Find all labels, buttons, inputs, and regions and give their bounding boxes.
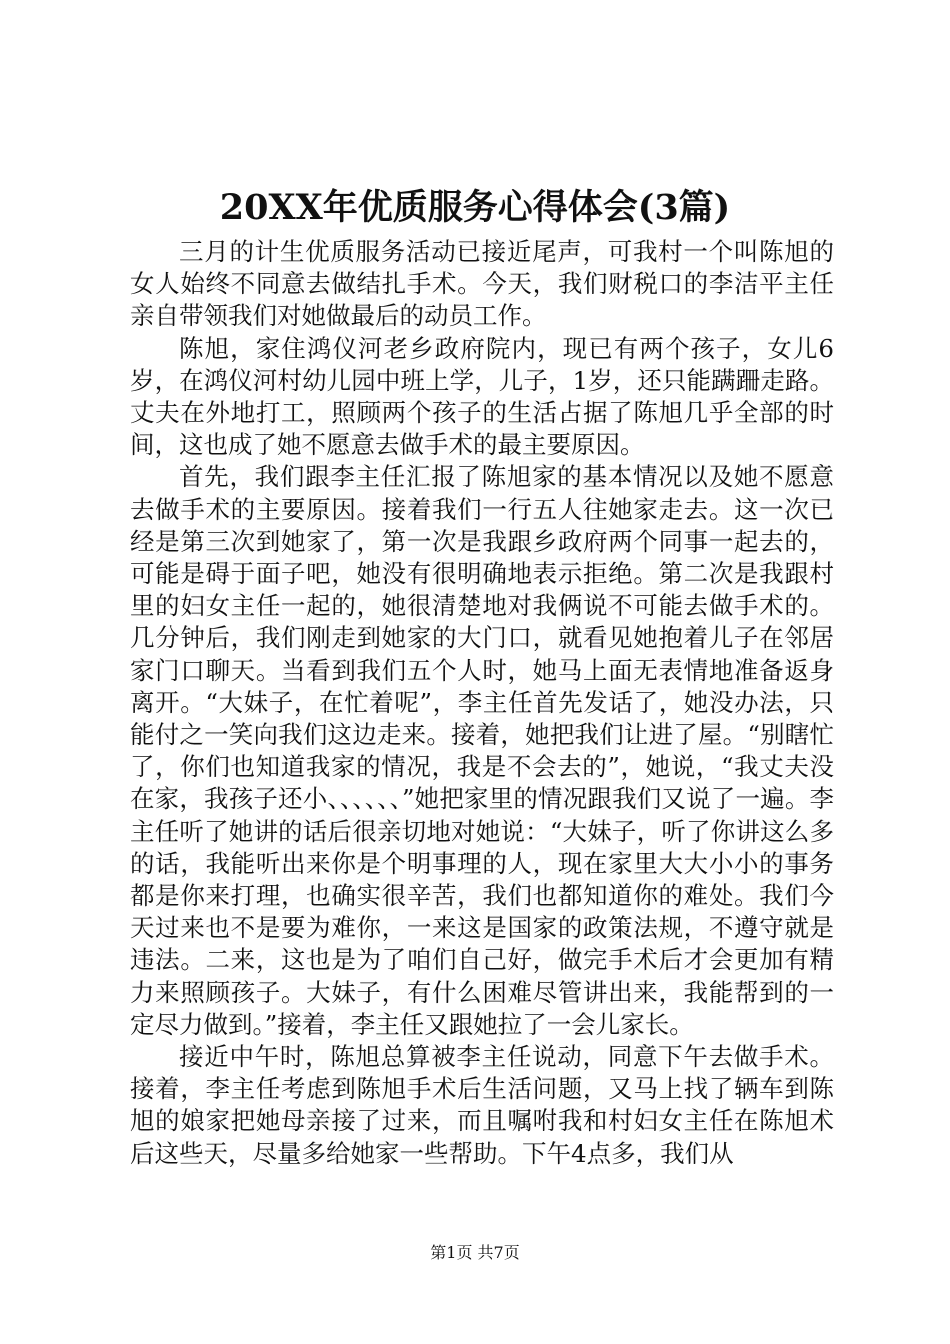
- document-title: 20XX年优质服务心得体会(3篇): [219, 187, 731, 228]
- paragraph: 三月的计生优质服务活动已接近尾声，可我村一个叫陈旭的女人始终不同意去做结扎手术。今天，我们财税口的李洁平主任亲自带领我们对她做最后的动员工作。: [130, 237, 834, 331]
- paragraph: 接近中午时，陈旭总算被李主任说动，同意下午去做手术。接着，李主任考虑到陈旭手术后生活问题，又马上找了辆车到陈旭的娘家把她母亲接了过来，而且嘱咐我和村妇女主任在陈旭术后这些天，尽量多给她家一些帮助。下午4点多，我们从: [130, 1042, 834, 1168]
- paragraph: 首先，我们跟李主任汇报了陈旭家的基本情况以及她不愿意去做手术的主要原因。接着我们一行五人往她家走去。这一次已经是第三次到她家了，第一次是我跟乡政府两个同事一起去的，可能是碍于面子吧，她没有很明确地表示拒绝。第二次是我跟村里的妇女主任一起的，她很清楚地对我俩说不可能去做手术的。几分钟后，我们刚走到她家的大门口，就看见她抱着儿子在邻居家门口聊天。当看到我们五个人时，她马上面无表情地准备返身离开。“大妹子，在忙着呢”，李主任首先发话了，她没办法，只能付之一笑向我们这边走来。接着，她把我们让进了屋。“别瞎忙了，你们也知道我家的情况，我是不会去的”，她说，“我丈夫没在家，我孩子还小、、、、、、”她把家里的情况跟我们又说了一遍。李主任听了她讲的话后很亲切地对她说：“大妹子，听了你讲这么多的话，我能听出来你是个明事理的人，现在家里大大小小的事务都是你来打理，也确实很辛苦，我们也都知道你的难处。我们今天过来也不是要为难你，一来这是国家的政策法规，不遵守就是违法。二来，这也是为了咱们自己好，做完手术后才会更加有精力来照顾孩子。大妹子，有什么困难尽管讲出来，我能帮到的一定尽力做到。”接着，李主任又跟她拉了一会儿家长。: [130, 462, 834, 1039]
- document-body: [130, 236, 834, 1170]
- page-number-footer: 第1页 共7页: [430, 1243, 520, 1262]
- paragraph: 陈旭，家住鸿仪河老乡政府院内，现已有两个孩子，女儿6岁，在鸿仪河村幼儿园中班上学，儿子，1岁，还只能蹒跚走路。丈夫在外地打工，照顾两个孩子的生活占据了陈旭几乎全部的时间，这也成了她不愿意去做手术的最主要原因。: [130, 333, 834, 460]
